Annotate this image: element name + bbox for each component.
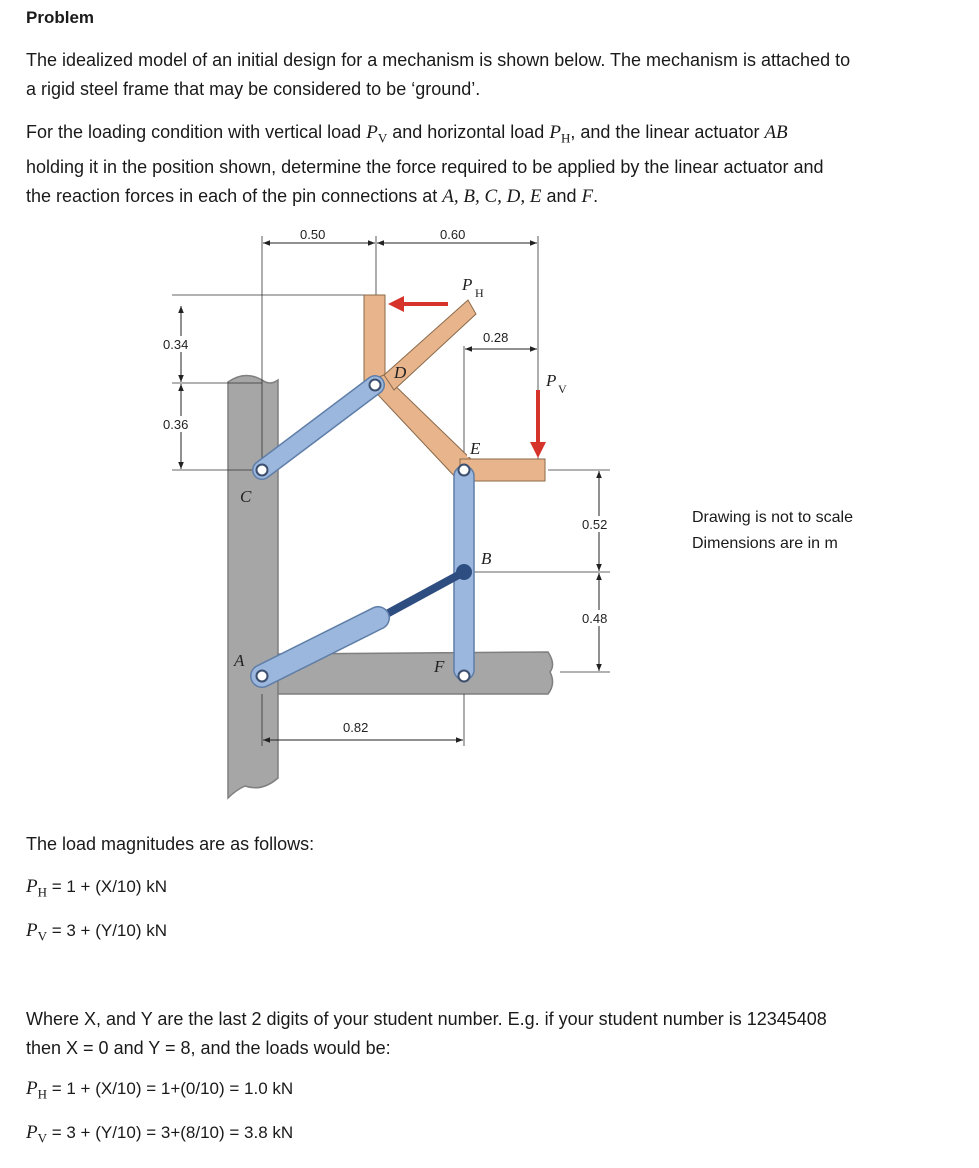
equation-ph: $P_H = 1 + (X/10)$ kN (26, 876, 167, 900)
loads-intro: The load magnitudes are as follows: (26, 834, 315, 854)
dim-0.48: 0.48 (582, 611, 608, 626)
dim-0.52: 0.52 (582, 517, 608, 532)
pin-c (257, 465, 268, 476)
pin-f (459, 671, 470, 682)
task-line-1: For the loading condition with vertical load $P_V$ and horizontal load $P_H$, and the linear actuator AB (26, 122, 788, 146)
label-ph: P (462, 275, 473, 294)
label-b: B (481, 549, 492, 568)
dim-0.28: 0.28 (483, 330, 509, 345)
intro-line-2: a rigid steel frame that may be considered to be ‘ground’. (26, 79, 481, 99)
pin-b (456, 564, 472, 580)
label-c: C (240, 487, 252, 506)
ground-vertical (228, 375, 278, 798)
task-line-2: holding it in the position shown, determine the force required to be applied by the linear actuator and (26, 156, 824, 177)
task-line-3: the reaction forces in each of the pin connections at A, B, C, D, E and F. (26, 185, 599, 207)
dim-0.82: 0.82 (343, 720, 369, 735)
problem-heading: Problem (26, 8, 95, 27)
example-line-1: Where X, and Y are the last 2 digits of your student number. E.g. if your student number is 12345408 (26, 1009, 827, 1029)
pin-d (370, 380, 381, 391)
example-paragraph (26, 1005, 956, 1063)
dim-0.36: 0.36 (163, 417, 189, 432)
pin-e (459, 465, 470, 476)
pin-a (257, 671, 268, 682)
orange-member (364, 295, 545, 481)
label-e: E (470, 439, 481, 458)
svg-text:H: H (475, 286, 484, 300)
example-equation-ph: $P_H = 1 + (X/10) = 1+(0/10) = 1.0$ kN (26, 1078, 294, 1102)
label-d: D (394, 363, 407, 382)
note-units: Dimensions are in m (692, 535, 838, 552)
dim-0.60: 0.60 (440, 227, 466, 242)
label-a: A (234, 651, 245, 670)
label-f: F (434, 657, 445, 676)
example-equation-pv: $P_V = 3 + (Y/10) = 3+(8/10) = 3.8$ kN (26, 1122, 294, 1146)
intro-line-1: The idealized model of an initial design for a mechanism is shown below. The mechanism is attached to (26, 50, 851, 70)
note-scale: Drawing is not to scale (692, 509, 853, 526)
equation-pv: $P_V = 3 + (Y/10)$ kN (26, 920, 167, 944)
drawing-notes (692, 505, 853, 557)
dim-0.50: 0.50 (300, 227, 326, 242)
dim-0.34: 0.34 (163, 337, 189, 352)
example-line-2: then X = 0 and Y = 8, and the loads would be: (26, 1038, 391, 1058)
label-pv: P (546, 371, 557, 390)
svg-text:V: V (558, 382, 567, 396)
